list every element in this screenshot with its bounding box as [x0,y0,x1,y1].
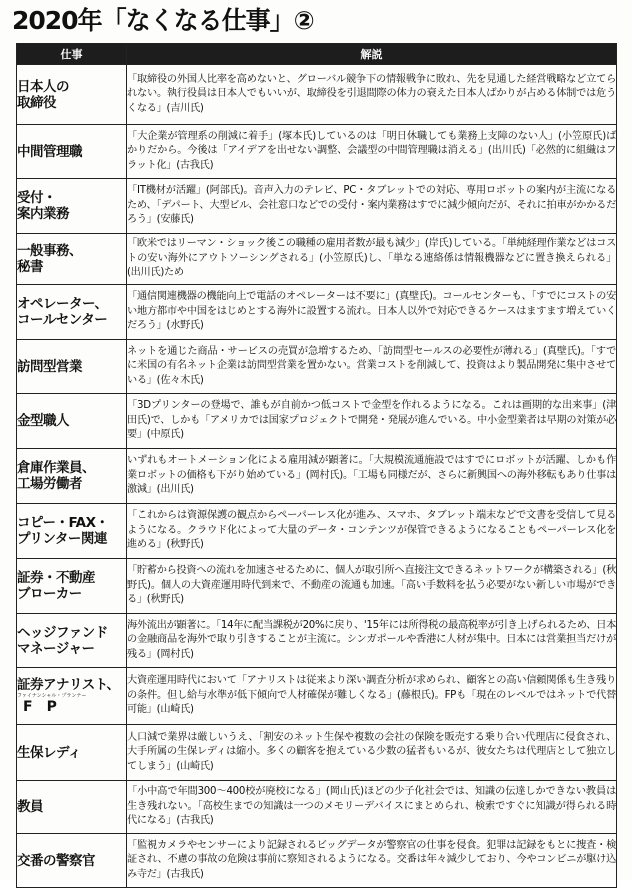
job-name-line: 一般事務、 [17,243,82,259]
job-name-cell [17,394,127,449]
job-name-line: オペレーター、 [17,296,108,312]
job-name-line: コピー・FAX・ [17,515,109,531]
table-row [17,614,617,668]
job-name-cell [17,285,127,340]
description-cell: 「監視カメラやセンサーにより記録されるビッグデータが警察官の仕事を侵食。犯罪は記録をもとに捜査・検証され、不慮の事故の危険は事前に察知されるようになる。交番は年々減少しており、今やコンビニが駆け込み寺だ」(古我氏) [127,834,617,888]
table-row [17,725,617,781]
table-row [17,65,617,125]
description-cell: 海外流出が顕著に。「14年に配当課税が20%に戻り、'15年には所得税の最高税率が引き上げられるため、日本の金融商品を海外で取り引きすることが主流に。シンガポールや香港に人材が集中。日本には営業担当だけが残る」(岡村氏) [127,614,617,668]
job-name-line: 中間管理職 [17,143,82,160]
job-name-cell [17,834,127,888]
job-name-cell [17,65,127,125]
description-cell: ネットを通じた商品・サービスの売買が急増するため、「訪問型セールスの必要性が薄れる」(真壁氏)。「すでに米国の有名ネット企業は訪問型営業を置かない。営業コストを削減して、投資はより製品開発に集中させている」(佐々木氏) [127,340,617,394]
table-row [17,834,617,888]
table-row [17,559,617,614]
job-name-line: プリンター関連 [17,531,107,547]
description-cell: 「大企業が管理系の削減に着手」(塚本氏)しているのは「明日休職しても業務上支障のない人」(小笠原氏)ばかりだから。今後は「アイデアを出せない調整、会議型の中間管理職は消える」(出川氏)「必然的に組織はフラット化」(古我氏) [127,125,617,179]
job-name-line: 交番の警察官 [17,852,95,869]
job-name-cell [17,781,127,834]
job-name-line: マネージャー [17,640,95,657]
job-name-cell [17,179,127,234]
job-name-cell [17,725,127,781]
table-row [17,340,617,394]
table-row [17,449,617,504]
table-row [17,125,617,179]
description-cell: 「欧米ではリーマン・ショック後この職種の雇用者数が最も減少」(岸氏)している。「単純経理作業などはコストの安い海外にアウトソーシングされる」(小笠原氏)し、「単なる連絡係は情報機器などに置き換えられる」(出川氏)ため [127,234,617,285]
job-name-line: 日本人の [17,78,69,95]
description-cell: 「これからは資源保護の観点からペーパーレス化が進み、スマホ、タブレット端末などで文書を受信して見るようになる。クラウド化によって大量のデータ・コンテンツが保管できるようになることもペーパーレス化を進める」(秋野氏) [127,504,617,559]
job-name-line: 受付・ [17,190,56,206]
job-name-line: 工場労働者 [17,476,82,492]
column-header-description: 解説 [127,44,617,65]
table-row [17,394,617,449]
description-cell: 「通信関連機器の機能向上で電話のオペレーターは不要に」(真壁氏)。コールセンターも、「すでにコストの安い地方都市や中国をはじめとする海外に設置する流れ。日本人以外で対応できるケースはますます増えていくだろう」(水野氏) [127,285,617,340]
table-row [17,781,617,834]
job-name-line: 秘書 [17,259,43,275]
job-name-line: 教員 [17,799,43,815]
job-name-line: 生保レディ [17,744,81,761]
job-name-line: ヘッジファンド [17,624,108,641]
job-name-line: 倉庫作業員、 [17,460,95,476]
jobs-table [16,43,617,888]
job-name-line: ブローカー [17,586,82,602]
job-name-line: 取締役 [17,94,56,111]
job-name-cell [17,449,127,504]
job-name-cell [17,125,127,179]
job-name-line: 証券・不動産 [17,570,95,586]
table-header-row [17,44,617,65]
table-row [17,504,617,559]
job-name-cell [17,614,127,668]
job-name-line: 金型職人 [17,413,69,429]
table-row [17,234,617,285]
job-name-line: 案内業務 [17,206,69,222]
description-cell: 「IT機材が活躍」(阿部氏)。音声入力のテレビ、PC・タブレットでの対応、専用ロボットの案内が主流になるため、「デパート、大型ビル、会社窓口などでの受付・案内業務はすでに減少傾向だが、それに拍車がかかるだろう」(安藤氏) [127,179,617,234]
table-row [17,668,617,725]
description-cell: 「3Dプリンターの登場で、誰もが自前かつ低コストで金型を作れるようになる。これは画期的な出来事」(津田氏)で、しかも「アメリカでは国家プロジェクトで開発・発展が進んでいる。中小金型業者は早期の対策が必要」(中原氏) [127,394,617,449]
job-name-cell [17,340,127,394]
job-ruby-text: ファイナンシャル・プランナー [17,693,87,699]
job-name-line: 訪問型営業 [17,358,82,375]
table-row [17,179,617,234]
description-cell: 大資産運用時代において「アナリストは従来より深い調査分析が求められ、顧客との高い信頼関係も生き残りの条件。但し給与水準が低下傾向で人材確保が難しくなる」(藤根氏)。FPも「現在のレベルではネットで代替可能」(山崎氏) [127,668,617,725]
column-header-job: 仕事 [17,44,127,65]
job-name-cell [17,504,127,559]
table-row [17,285,617,340]
description-cell: 「貯蓄から投資への流れを加速させるために、個人が取引所へ直接注文できるネットワークが構築される」(秋野氏)。個人の大資産運用時代到来で、不動産の流通も加速。「高い手数料を払う必要がない新しい市場ができる」(秋野氏) [127,559,617,614]
job-abbreviation: FP [23,699,71,715]
description-cell: 人口減で業界は厳しいうえ、「割安のネット生保や複数の会社の保険を販売する乗り合い代理店に侵食され、大手所属の生保レディは縮小。多くの顧客を抱えている少数の猛者もいるが、彼女たちは代理店として独立してしまう」(山崎氏) [127,725,617,781]
job-name-cell [17,668,127,725]
job-name-line: コールセンター [17,312,108,328]
job-name-cell [17,559,127,614]
job-name-cell [17,234,127,285]
description-cell: いずれもオートメーション化による雇用減が顕著に。「大規模流通施設ではすでにロボットが活躍、しかも作業ロボットの価格も下がり始めている」(岡村氏)。「工場も同様だが、さらに新興国への海外移転もあり仕事は激減」(出川氏) [127,449,617,504]
job-name-line: 証券アナリスト、 [17,677,120,693]
description-cell: 「取締役の外国人比率を高めないと、グローバル競争下の情報戦争に敗れ、先を見通した経営戦略など立てられない。執行役員は日本人でもいいが、取締役を引退間際の体力の衰えた日本人ばかりが占める体制では危うくなる」(吉川氏) [127,65,617,125]
page-title: 2020年「なくなる仕事」② [12,6,314,35]
description-cell: 「小中高で年間300～400校が廃校になる」(岡山氏)ほどの少子化社会では、知識の伝達しかできない教員は生き残れない。「高校生までの知識は一つのメモリーデバイスにまとめられ、検索ですぐに知識が得られる時代になる」(古我氏) [127,781,617,834]
